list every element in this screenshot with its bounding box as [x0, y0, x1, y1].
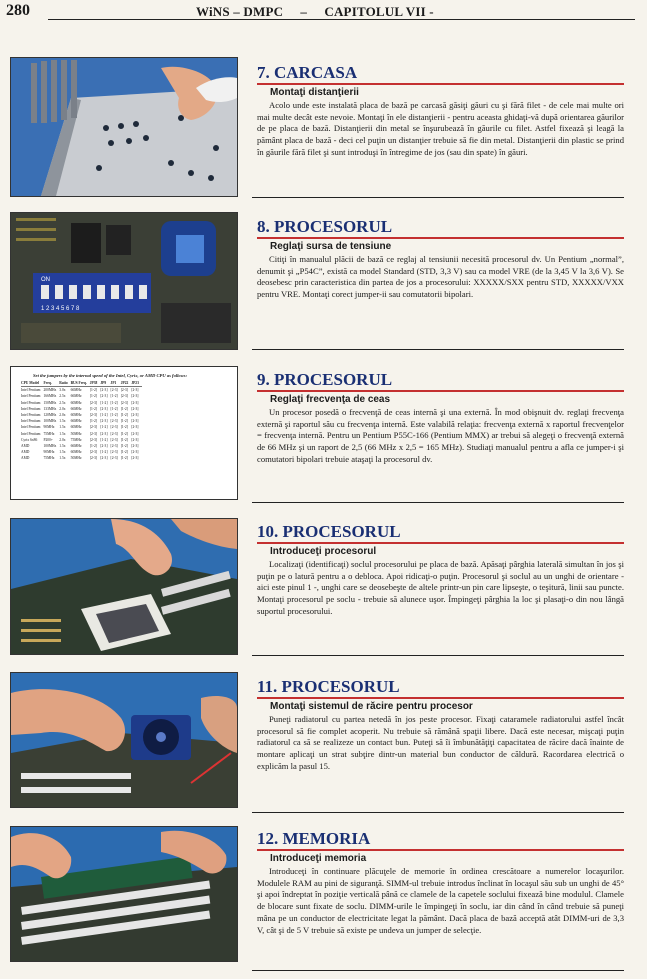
table-cell: 75MHz: [43, 431, 55, 436]
section-rule: [252, 502, 624, 503]
photo-case-standoffs: [10, 57, 238, 197]
photo-dip-switches: [10, 212, 238, 350]
table-cell: Intel Pentium: [21, 413, 41, 418]
table-cell: [2-3]: [131, 413, 139, 418]
photo-cpu-socket: [10, 518, 238, 655]
section-body: [257, 63, 624, 159]
page-header: [0, 0, 647, 20]
table-header-row: [21, 380, 142, 387]
table-cell: [1-2]: [100, 450, 108, 455]
table-cell: AMD: [21, 444, 30, 449]
column-header: BUS Freq.: [71, 380, 90, 387]
column-header: JP1: [111, 380, 121, 387]
table-cell: [2-3]: [131, 406, 139, 411]
table-cell: P200+: [43, 437, 53, 442]
table-cell: [2-3]: [110, 450, 118, 455]
table-cell: [2-3]: [131, 437, 139, 442]
title-rule: [257, 542, 624, 544]
section-body: [257, 829, 624, 936]
table-cell: [2-3]: [131, 425, 139, 430]
section-title: 10. PROCESORUL: [257, 522, 401, 541]
section-body: [257, 677, 624, 773]
table-cell: [1-2]: [120, 444, 128, 449]
table-cell: [2-3]: [131, 388, 139, 393]
table-cell: [1-2]: [100, 400, 108, 405]
table-cell: [1-2]: [120, 413, 128, 418]
table-cell: 66MHz: [70, 388, 82, 393]
table-cell: 66MHz: [70, 419, 82, 424]
table-caption: Set the jumpers by the internal speed of the Intel, Cyrix, or AMD CPU as follows:: [33, 373, 188, 378]
table-cell: 90MHz: [43, 450, 55, 455]
table-cell: [1-2]: [100, 413, 108, 418]
column-header: Freq.: [43, 380, 59, 387]
table-cell: 60MHz: [70, 425, 82, 430]
section-subtitle: Introduceţi procesorul: [270, 546, 377, 557]
table-cell: [2-3]: [120, 394, 128, 399]
table-cell: [1-2]: [89, 419, 97, 424]
title-rule: [257, 390, 624, 392]
table-cell: [2-3]: [131, 450, 139, 455]
table-cell: 60MHz: [70, 400, 82, 405]
running-title: WiNS – DMPC – CAPITOLUL VII -: [196, 4, 434, 19]
title-rule: [257, 237, 624, 239]
table-cell: 2.5x: [59, 394, 66, 399]
table-cell: [1-2]: [110, 406, 118, 411]
section-rule: [252, 655, 624, 656]
table-cell: [1-2]: [100, 437, 108, 442]
table-row: [21, 393, 142, 399]
section-subtitle: Introduceţi memoria: [270, 853, 367, 864]
table-cell: Intel Pentium: [21, 406, 41, 411]
column-header: JP38: [90, 380, 101, 387]
table-cell: Intel Pentium: [21, 425, 41, 430]
table-cell: [1-2]: [89, 394, 97, 399]
table-cell: 66MHz: [70, 444, 82, 449]
table-cell: [1-2]: [110, 400, 118, 405]
table-cell: [2-3]: [89, 456, 97, 461]
section-text: Acolo unde este instalată placa de bază pe carcasă găsiţi găuri cu şi fără filet - de cele mai multe ori mai multe decât este nevoie. Montaţi în ele distanţierii - pentru aceasta ghidaţi-vă după orientarea găurilor de pe placa de bază. Distanţierii din metal se înşurubează în găurile cu filet. Astfel fixează şi leagă la pământ placa de bază - deci cel puţin un distanţier trebuie să fie din metal. Distanţierii din plastic se prind în găurile fără filet şi sunt introduşi în întregime de jos (sau din spate) în găuri.: [257, 100, 624, 157]
table-cell: AMD: [21, 456, 30, 461]
photo-cpu-cooler: [10, 672, 238, 808]
table-cell: 1.5x: [59, 456, 66, 461]
table-cell: [1-2]: [89, 406, 97, 411]
table-cell: 75MHz: [43, 456, 55, 461]
table-cell: [2-3]: [100, 406, 108, 411]
table-cell: [1-2]: [89, 388, 97, 393]
table-cell: 1.5x: [59, 425, 66, 430]
column-header: JP22: [121, 380, 132, 387]
section-text: Puneţi radiatorul cu partea netedă în jos peste procesor. Fixaţi cataramele radiatorului astfel încât procesorul să fie complet acoperit. Nu trebuie să rămână spaţii libere. Dacă este necesar, mişcaţi puţin radiatorul ca să se realizeze un contact bun. Puteţi să îi îmbunătăţiţi capacitatea de răcire dacă înainte de montare aplicaţi un strat subţire dintr-un material bun conductor de căldură. Racordarea electrică o explicăm la pasul 15.: [257, 714, 624, 771]
table-cell: Intel Pentium: [21, 419, 41, 424]
table-cell: 100MHz: [43, 444, 57, 449]
table-cell: [2-3]: [120, 388, 128, 393]
table-cell: [2-3]: [89, 425, 97, 430]
table-cell: [2-3]: [100, 394, 108, 399]
table-row: [21, 455, 142, 461]
table-cell: Intel Pentium: [21, 400, 41, 405]
table-cell: [2-3]: [100, 456, 108, 461]
table-cell: [2-3]: [110, 431, 118, 436]
table-cell: 3.0x: [59, 388, 66, 393]
table-cell: 100MHz: [43, 419, 57, 424]
table-cell: [2-3]: [131, 419, 139, 424]
table-cell: [1-2]: [120, 450, 128, 455]
table-cell: 50MHz: [70, 431, 82, 436]
section-text: Un procesor posedă o frecvenţă de ceas internă şi una externă. În mod obişnuit dv. reglaţi frecvenţa externă şi raportul său cu frecvenţa internă. Este valabilă relaţia: frecvenţa externă x raportul frecvenţelor = frecvenţa internă. Pentru un Pentium P55C-166 (Pentium MMX) ar trebui să alegeţi o frecvenţă externă de 66 MHz şi un raport de 2,5 (66 MHz x 2,5 = 165 MHz). Studiaţi manualul pentru a afla ce jumper-i şi comutatori bipolari trebuie ataşaţi la procesorul dv.: [257, 407, 624, 464]
table-cell: 60MHz: [70, 413, 82, 418]
table-cell: 60MHz: [70, 450, 82, 455]
section-rule: [252, 812, 624, 813]
table-body: [21, 387, 142, 462]
table-row: [21, 431, 142, 437]
section-text: Citiţi în manualul plăcii de bază ce reglaj al tensiunii necesită procesorul dv. Un Pentium „normal”, denumit şi „P54C”, există ca model Standard (STD, 3,3 V) sau ca model VRE (de la 3,45 V la 3,6 V). Se deosebesc prin caracteristica din partea de jos a procesorului: XXXXX/SXX pentru STD, XXXXX/VXX pentru VRE. Montaţi corect jumper-ii sau comutatorii bipolari.: [257, 254, 624, 300]
table-cell: [1-2]: [100, 425, 108, 430]
section-title: 7. CARCASA: [257, 63, 358, 82]
jumper-settings-table: [10, 366, 238, 500]
photo-memory-install: [10, 826, 238, 962]
table-cell: [1-2]: [110, 413, 118, 418]
table-cell: [2-3]: [89, 450, 97, 455]
table-cell: 150MHz: [43, 400, 57, 405]
title-rule: [257, 697, 624, 699]
section-rule: [252, 349, 624, 350]
table-cell: [1-2]: [120, 425, 128, 430]
table-cell: [2-3]: [89, 413, 97, 418]
section-text: Introduceţi în continuare plăcuţele de memorie în ordinea crescătoare a numerelor locaşurilor. Modulele RAM au pini de siguranţă. SIMM-ul trebuie introdus înclinat în locaşul său sub un unghi de 45° şi apoi îndreptat în poziţie verticală până ce clamele de la capetele soclului fixează bine modulul. Clamele de blocare sunt fixate de soclu. DIMM-urile le împingeţi în soclu, iar din când în când trebuie să puneţi mâna pe un conductor de electricitate legat la pământ. Dacă placa de bază acceptă atât DIMM-uri de 3,3 V, cât şi de 5 V trebuie să existe pe undeva un jumper de selecţie.: [257, 866, 624, 935]
table-cell: [2-3]: [110, 444, 118, 449]
section-body: [257, 522, 624, 618]
table-cell: [2-3]: [100, 431, 108, 436]
table-cell: [2-3]: [120, 400, 128, 405]
table-cell: 200MHz: [43, 388, 57, 393]
table-cell: Intel Pentium: [21, 388, 41, 393]
column-header: JP9: [100, 380, 110, 387]
table-cell: 75MHz: [70, 437, 82, 442]
section-title: 12. MEMORIA: [257, 829, 371, 848]
table-cell: [1-2]: [120, 406, 128, 411]
table-cell: 66MHz: [70, 406, 82, 411]
table-cell: [2-3]: [100, 388, 108, 393]
column-header: Ratio: [59, 380, 70, 387]
table-row: [21, 387, 142, 394]
title-rule: [257, 83, 624, 85]
table-cell: [2-3]: [89, 400, 97, 405]
table-cell: 1.5x: [59, 419, 66, 424]
section-subtitle: Reglaţi sursa de tensiune: [270, 241, 392, 252]
section-rule: [252, 197, 624, 198]
table-cell: [2-3]: [131, 431, 139, 436]
table-row: [21, 400, 142, 406]
table-cell: 90MHz: [43, 425, 55, 430]
dip-on-label: ON: [41, 277, 50, 283]
table-cell: Intel Pentium: [21, 394, 41, 399]
section-subtitle: Montaţi distanţierii: [270, 87, 359, 98]
page-number: 280: [6, 2, 30, 19]
table-cell: 2.0x: [59, 437, 66, 442]
table-cell: 50MHz: [70, 456, 82, 461]
table-cell: 2.0x: [59, 406, 66, 411]
section-body: [257, 217, 624, 301]
section-subtitle: Reglaţi frecvenţa de ceas: [270, 394, 391, 405]
table-cell: 66MHz: [70, 394, 82, 399]
table-cell: AMD: [21, 450, 30, 455]
table-cell: [2-3]: [131, 444, 139, 449]
table-cell: [2-3]: [89, 431, 97, 436]
section-body: [257, 370, 624, 466]
table-cell: [1-2]: [120, 456, 128, 461]
table-cell: [2-3]: [131, 456, 139, 461]
table-cell: [2-3]: [110, 425, 118, 430]
table-cell: Intel Pentium: [21, 431, 41, 436]
table-cell: [2-3]: [131, 394, 139, 399]
table-cell: [2-3]: [110, 437, 118, 442]
jumper-table: [21, 380, 142, 462]
table-cell: 1.5x: [59, 431, 66, 436]
column-header: CPU Model: [21, 380, 43, 387]
column-header: JP23: [131, 380, 142, 387]
table-cell: [2-3]: [110, 456, 118, 461]
table-cell: 1.5x: [59, 444, 66, 449]
section-title: 8. PROCESORUL: [257, 217, 393, 236]
table-cell: 166MHz: [43, 394, 57, 399]
table-cell: [1-2]: [110, 394, 118, 399]
table-cell: [2-3]: [100, 419, 108, 424]
section-title: 11. PROCESORUL: [257, 677, 400, 696]
table-cell: [2-3]: [100, 444, 108, 449]
section-title: 9. PROCESORUL: [257, 370, 393, 389]
table-cell: 2.0x: [59, 413, 66, 418]
table-cell: 133MHz: [43, 406, 57, 411]
table-cell: 120MHz: [43, 413, 57, 418]
table-cell: [1-2]: [89, 444, 97, 449]
section-text: Localizaţi (identificaţi) soclul procesorului pe placa de bază. Apăsaţi pârghia laterală simultan în jos şi puţin pe o latură pentru a o debloca. Apoi ridicaţi-o puţin. Procesorul şi soclul au un unghi de orientare - aici este pinul 1 -, unghi care se deosebeşte de altele printr-un pin care lipseşte, o teşitură, linii sau puncte. Montaţi procesorul pe soclu - trebuie să alunece uşor. Împingeţi pârghia la loc şi plasaţi-o din nou lângă suportul procesorului.: [257, 559, 624, 616]
table-cell: [1-2]: [120, 419, 128, 424]
header-rule: [48, 19, 635, 20]
table-cell: [1-2]: [120, 437, 128, 442]
table-cell: 2.5x: [59, 400, 66, 405]
table-row: [21, 424, 142, 430]
dip-number-labels: 1 2 3 4 5 6 7 8: [41, 306, 80, 312]
section-subtitle: Montaţi sistemul de răcire pentru procesor: [270, 701, 473, 712]
table-cell: [1-2]: [120, 431, 128, 436]
table-cell: [2-3]: [110, 388, 118, 393]
table-cell: Cyrix 6x86: [21, 437, 38, 442]
table-cell: [2-3]: [131, 400, 139, 405]
table-cell: [2-3]: [110, 419, 118, 424]
title-rule: [257, 849, 624, 851]
section-rule: [252, 970, 624, 971]
table-cell: 1.5x: [59, 450, 66, 455]
table-cell: [2-3]: [89, 437, 97, 442]
